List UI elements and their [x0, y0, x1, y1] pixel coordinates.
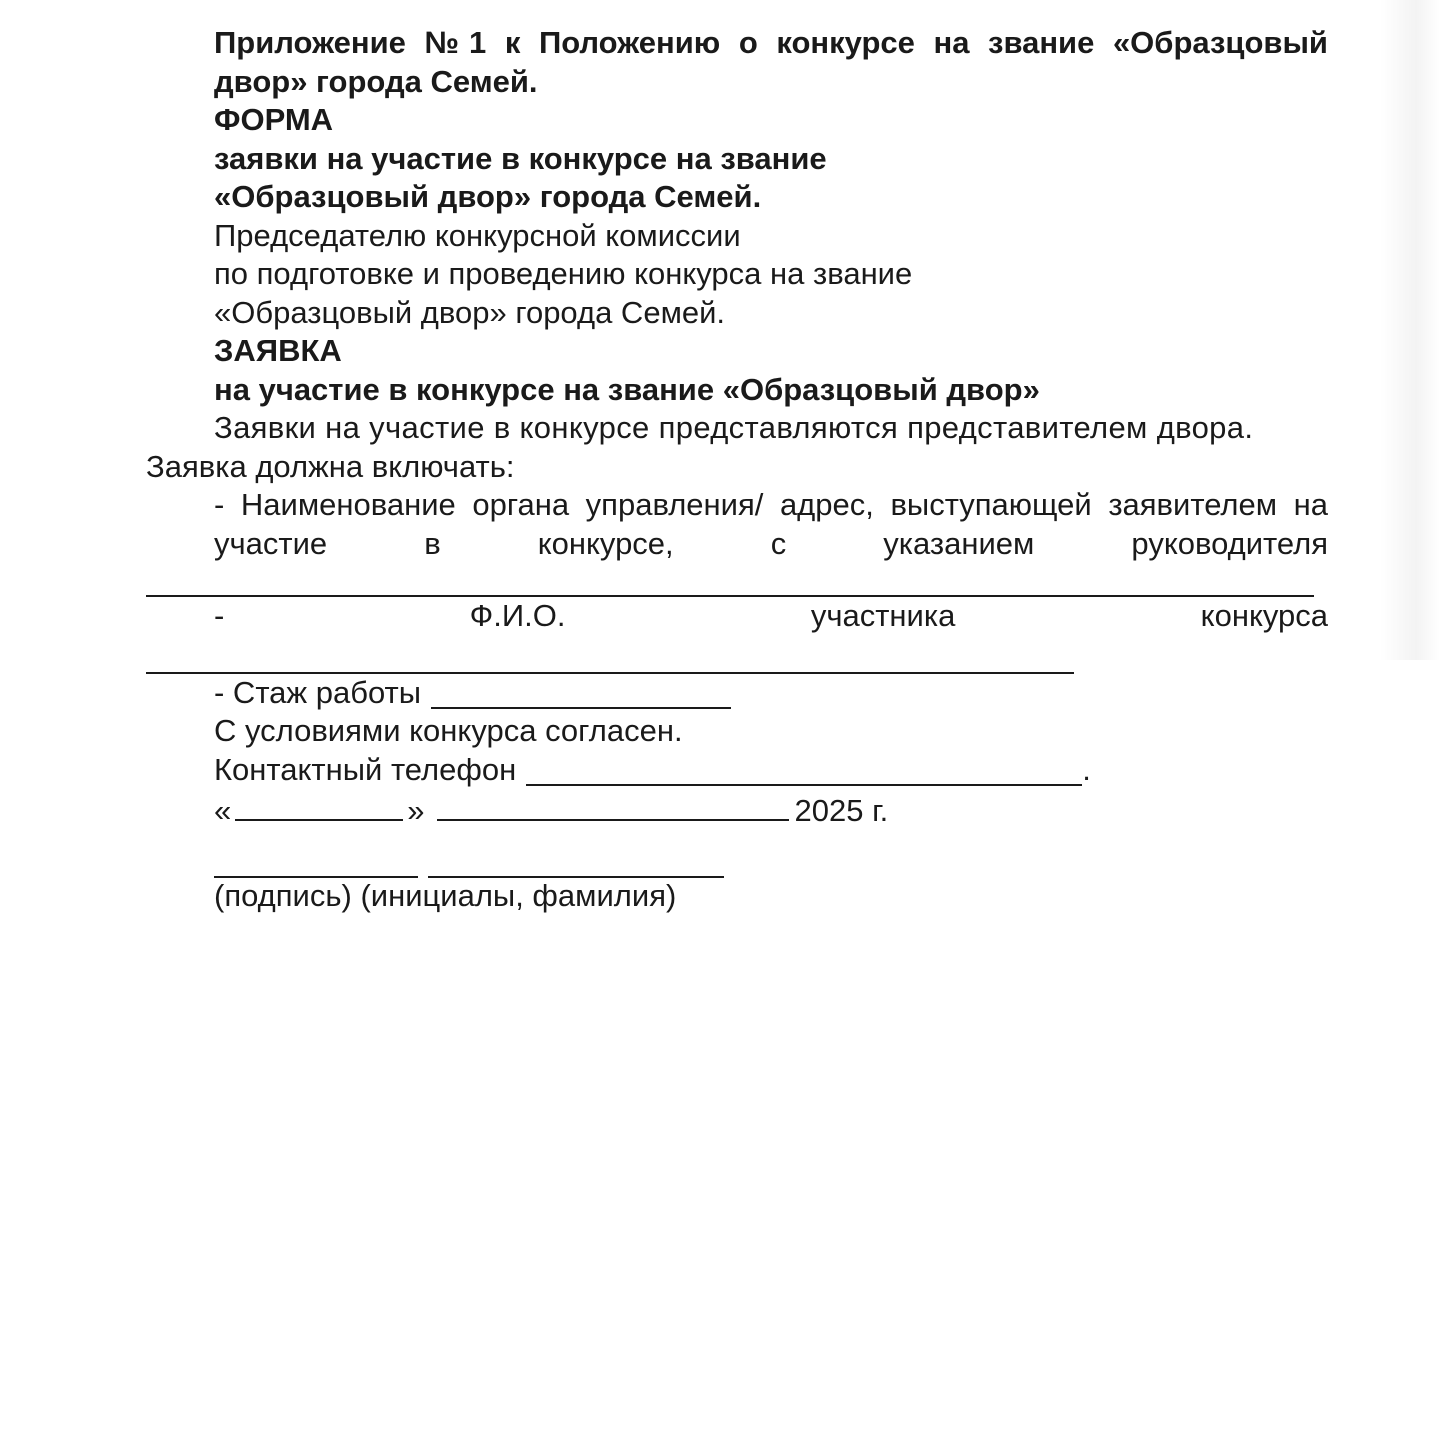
work-experience-label: - Стаж работы	[214, 674, 422, 710]
addressee-line-2: по подготовке и проведению конкурса на звание	[214, 256, 913, 291]
intro-requirements: Заявка должна включать:	[146, 448, 515, 484]
form-heading: ФОРМА	[214, 102, 334, 137]
addressee-line-1: Председателю конкурсной комиссии	[214, 217, 741, 253]
contact-phone-period: .	[1082, 751, 1091, 787]
date-year: 2025 г.	[794, 793, 889, 828]
item-participant-name: - Ф.И.О. участника конкурса	[214, 598, 1328, 633]
application-heading: ЗАЯВКА	[214, 333, 342, 368]
form-subtitle-line-1: заявки на участие в конкурсе на звание	[214, 140, 827, 176]
signature-caption: (подпись) (инициалы, фамилия)	[214, 877, 677, 913]
contact-phone-label: Контактный телефон	[214, 751, 517, 787]
date-day-fill-line[interactable]	[235, 789, 403, 821]
application-subtitle: на участие в конкурсе на звание «Образцовый двор»	[214, 371, 1040, 407]
participant-name-fill-line[interactable]	[146, 634, 1074, 674]
work-experience-fill-line[interactable]	[431, 677, 731, 709]
contact-phone-line	[146, 751, 1328, 790]
application-form-document	[146, 24, 1328, 915]
form-subtitle-line-2: «Образцовый двор» города Семей.	[214, 179, 762, 214]
initials-surname-fill-line[interactable]	[428, 846, 724, 878]
date-open-quote: «	[214, 793, 232, 828]
signature-fill-line[interactable]	[214, 846, 418, 878]
organization-fill-line[interactable]	[146, 559, 1314, 597]
item-organization: - Наименование органа управления/ адрес, выступающей заявителем на участие в конкурсе, с указанием руководителя	[214, 487, 1328, 561]
contact-phone-fill-line[interactable]	[526, 754, 1082, 786]
date-close-quote: »	[407, 793, 425, 828]
agreement-text: С условиями конкурса согласен.	[214, 713, 683, 748]
date-line	[146, 789, 1328, 831]
addressee-line-3: «Образцовый двор» города Семей.	[214, 294, 726, 330]
item-work-experience	[146, 674, 1328, 713]
signature-lines	[146, 839, 1328, 877]
date-month-fill-line[interactable]	[437, 789, 789, 821]
intro-sentence: Заявки на участие в конкурсе представляются представителем двора.	[214, 410, 1254, 445]
page-edge-shadow	[1380, 0, 1440, 660]
intro-text	[146, 409, 1328, 448]
appendix-title: Приложение №1 к Положению о конкурсе на звание «Образцовый двор» города Семей.	[214, 25, 1328, 99]
